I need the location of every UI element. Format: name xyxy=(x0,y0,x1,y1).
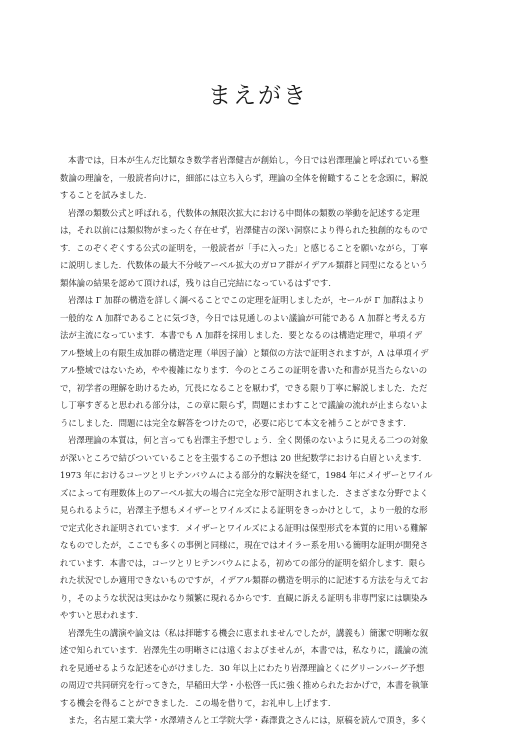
text-line: することを試みました. xyxy=(60,190,147,200)
text-line: 類体論の結果を認めて頂ければ，残りは自己完結になっているはずです. xyxy=(60,277,331,288)
text-line: する機会を得ることができました．この場を借りて，お礼申し上げます. xyxy=(60,697,331,708)
text-line: アル整域ではないため，やや複雑になります．今のところこの証明を書いた和書が見当たらないの xyxy=(60,365,428,375)
text-line: アル整域上の有限生成加群の構造定理（単因子論）と類似の方法で証明されますが，Λ は単項イデ xyxy=(60,347,429,358)
text-line: うにしました．問題には完全な解答をつけたので，必要に応じて本文を補うことができます. xyxy=(60,417,406,428)
text-line: が深いところで結びついていることを主張するこの予想は 20 世紀数学における白眉といえます． xyxy=(60,452,427,463)
text-line: り，そのような状況は実はかなり頻繁に現れるからです．直観に訴える証明も非専門家には馴染み xyxy=(60,592,428,603)
text-line: 法が主流になっています．本書でも Λ 加群を採用しました．要となるのは構造定理で，単項イデ xyxy=(60,330,423,340)
text-line: 岩澤先生の講演や論文は（私は拝聴する機会に恵まれませんでしたが，講義も）簡潔で明晰な叙 xyxy=(68,627,429,638)
text-line: 岩澤の類数公式と呼ばれる，代数体の無限次拡大における中間体の類数の挙動を記述する定理 xyxy=(68,207,420,218)
text-line: で，初学者の理解を助けるため，冗長になることを厭わず，できる限り丁寧に解説しました．ただ xyxy=(60,382,428,393)
text-line: し丁寧すぎると思われる部分は，この章に限らず，問題にまわすことで議論の流れが止まらないよ xyxy=(60,400,428,410)
text-line: れを見通せるような記述を心がけました．30 年以上にわたり岩澤理論とくにグリーンバーグ予想 xyxy=(60,662,425,673)
text-line: 岩澤理論の本質は，何と言っても岩澤主予想でしょう．全く関係のないように見える二つの対象 xyxy=(68,435,429,445)
text-line: 1973 年におけるコーツとリヒテンバウムによる部分的な解決を経て，1984 年にメイザーとワイル xyxy=(60,470,433,480)
text-line: ズによって有理数体上のアーベル拡大の場合に完全な形で証明されました．さまざまな分野でよく xyxy=(60,487,429,498)
preface-body xyxy=(60,152,470,730)
text-line: す．このぞくぞくする公式の証明を，一般読者が「手に入った」と感じることを願いながら，丁寧 xyxy=(60,242,428,253)
page-title: まえがき xyxy=(208,83,308,109)
text-line: れています．本書では，コーツとリヒテンバウムによる，初めての部分的証明を紹介します．限ら xyxy=(60,557,426,568)
text-line: 数論の理論を，一般読者向けに，細部には立ち入らず，理論の全体を俯瞰することを念頭に，解説 xyxy=(60,172,428,183)
text-line: の周辺で共同研究を行ってきた，早稲田大学・小松啓一氏に強く推められたおかげで，本書を執筆 xyxy=(60,680,429,690)
text-line: は，それ以前には類似物がまったく存在せず，岩澤健吉の深い洞察により得られた独創的なもので xyxy=(60,225,428,235)
text-line: れた状況でしか適用できないものですが，イデアル類群の構造を明示的に記述する方法を与えてお xyxy=(60,575,429,585)
text-line: で定式化され証明されています．メイザーとワイルズによる証明は保型形式を本質的に用いる難解 xyxy=(60,522,428,533)
text-line: 述で知られています．岩澤先生の明晰さには遠くおよびませんが，本書では，私なりに，議論の流 xyxy=(60,645,428,655)
text-line: また，名古屋工業大学・水澤靖さんと工学院大学・森澤貴之さんには，原稿を読んで頂き，多く xyxy=(68,715,428,725)
text-line: 本書では，日本が生んだ比類なき数学者岩澤健吉が創始し，今日では岩澤理論と呼ばれている整 xyxy=(68,155,429,165)
text-line: に説明しました．代数体の最大不分岐アーベル拡大のガロア群がイデアル類群と同型になるという xyxy=(60,260,428,270)
text-line: なものでしたが，ここでも多くの事例と同様に，現在ではオイラー系を用いる簡明な証明が開発さ xyxy=(60,540,429,550)
text-line: やすいと思われます. xyxy=(60,610,139,620)
text-line: 一般的な Λ 加群であることに気づき，今日では見通しのよい議論が可能である Λ 加群と考える方 xyxy=(60,312,426,323)
text-line: 岩澤は Γ 加群の構造を詳しく調べることでこの定理を証明しましたが，セールが Γ 加群はより xyxy=(68,295,425,305)
text-line: 見られるように，岩澤主予想もメイザーとワイルズによる証明をきっかけとして，より一般的な形 xyxy=(60,505,428,515)
